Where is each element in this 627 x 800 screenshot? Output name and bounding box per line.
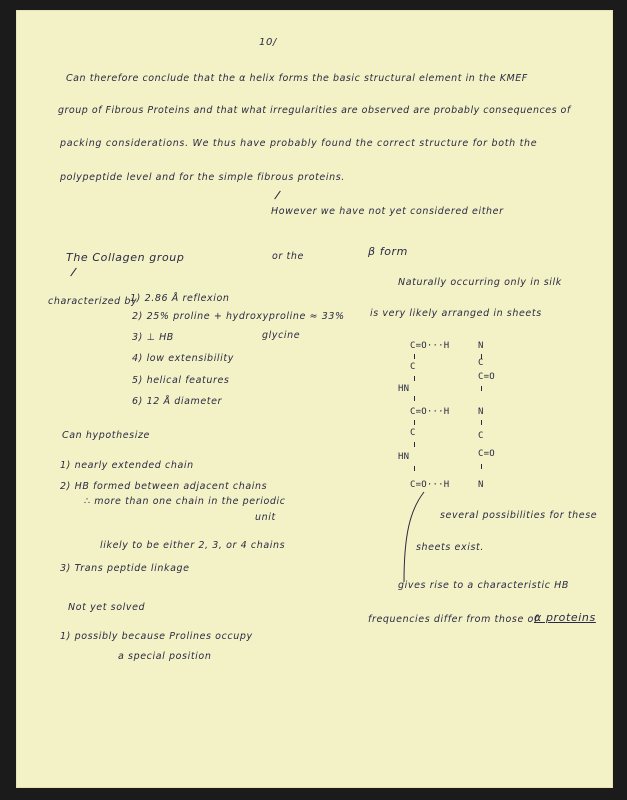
collagen-item-4: 4) low extensibility — [132, 353, 234, 364]
chem-right-5: C — [478, 431, 484, 441]
collagen-item-5: 5) helical features — [132, 375, 230, 386]
paragraph-line-4: polypeptide level and for the simple fibrous proteins. — [60, 172, 345, 183]
hypothesis-2: 2) HB formed between adjacent chains — [60, 481, 268, 492]
chem-left-4: C=O···H — [410, 407, 450, 417]
beta-note-1: several possibilities for these — [440, 510, 598, 521]
notebook-page — [16, 10, 613, 788]
alpha-proteins-underlined: α proteins — [534, 611, 596, 624]
collagen-heading: The Collagen group — [66, 251, 185, 264]
bond-line — [414, 354, 415, 359]
chem-left-7: C=O···H — [410, 480, 450, 490]
bond-line — [414, 420, 415, 425]
reason-line-1: 1) possibly because Prolines occupy — [60, 631, 253, 642]
chem-right-1: N — [478, 341, 484, 351]
beta-line-1: Naturally occurring only in silk — [398, 277, 562, 288]
hypothesis-2-unit: unit — [255, 512, 276, 523]
characterized-by: characterized by — [48, 296, 138, 307]
hypothesis-1: 1) nearly extended chain — [60, 460, 194, 471]
collagen-item-1: 1) 2.86 Å reflexion — [130, 293, 230, 304]
chem-left-5: C — [410, 428, 416, 438]
glycine-note: glycine — [262, 330, 301, 341]
beta-note-3: gives rise to a characteristic HB — [398, 580, 570, 591]
collagen-item-2: 2) 25% proline + hydroxyproline ≈ 33% — [132, 311, 345, 322]
bond-line — [481, 464, 482, 469]
chem-right-2: C — [478, 358, 484, 368]
paragraph-line-1: Can therefore conclude that the α helix forms the basic structural element in the KMEF — [66, 73, 528, 84]
chem-left-3: HN — [398, 384, 410, 394]
or-the: or the — [272, 251, 304, 262]
however-line: However we have not yet considered either — [271, 206, 504, 217]
not-yet-solved: Not yet solved — [68, 602, 146, 613]
chem-left-1: C=O···H — [410, 341, 450, 351]
chem-right-3: C=O — [478, 372, 495, 382]
hypothesis-3: 3) Trans peptide linkage — [60, 563, 190, 574]
beta-heading: β form — [368, 245, 408, 258]
hypothesis-2-cont: ∴ more than one chain in the periodic — [84, 496, 286, 507]
bond-line — [481, 386, 482, 391]
collagen-item-6: 6) 12 Å diameter — [132, 396, 223, 407]
beta-note-2: sheets exist. — [416, 542, 484, 553]
paragraph-line-2: group of Fibrous Proteins and that what irregularities are observed are probably consequences of — [58, 105, 571, 116]
bond-line — [414, 442, 415, 447]
chem-left-2: C — [410, 362, 416, 372]
page-number: 10/ — [259, 37, 277, 48]
hypothesize-heading: Can hypothesize — [62, 430, 150, 441]
bond-line — [414, 376, 415, 381]
collagen-item-3: 3) ⊥ HB — [132, 332, 174, 343]
bond-line — [481, 420, 482, 425]
chem-right-6: C=O — [478, 449, 495, 459]
bond-line — [414, 466, 415, 471]
hypothesis-2-chains: likely to be either 2, 3, or 4 chains — [100, 540, 286, 551]
beta-line-2: is very likely arranged in sheets — [370, 308, 542, 319]
chem-right-4: N — [478, 407, 484, 417]
pointer-curve — [398, 490, 428, 585]
chem-right-7: N — [478, 480, 484, 490]
paragraph-line-3: packing considerations. We thus have probably found the correct structure for both the — [60, 138, 538, 149]
reason-line-2: a special position — [118, 651, 212, 662]
bond-line — [414, 396, 415, 401]
chem-left-6: HN — [398, 452, 410, 462]
beta-note-4: frequencies differ from those of — [368, 614, 538, 625]
